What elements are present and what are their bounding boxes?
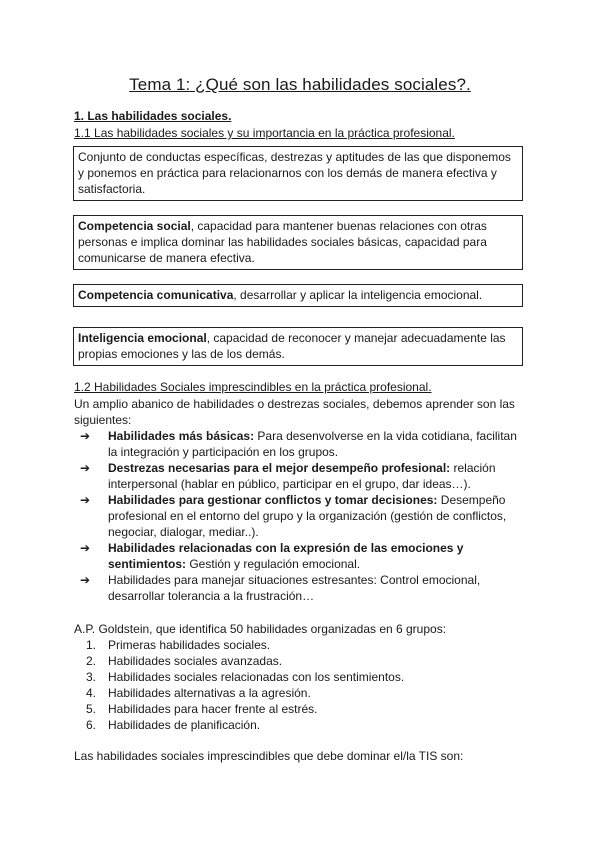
list-item xyxy=(86,717,506,733)
list-item xyxy=(80,540,520,572)
goldstein-groups-list xyxy=(86,637,506,733)
skill-term: Habilidades más básicas: xyxy=(108,429,255,443)
page-title: Tema 1: ¿Qué son las habilidades sociales?. xyxy=(129,75,471,94)
competencia-social-text: , capacidad para mantener buenas relaciones con otras personas e implica dominar las habilidades sociales básicas, capacidad para comunicarse de manera efectiva. xyxy=(78,219,487,265)
list-item xyxy=(86,685,506,701)
skills-intro: Un amplio abanico de habilidades o destrezas sociales, debemos aprender son las siguientes: xyxy=(74,397,515,427)
list-item xyxy=(80,428,520,460)
inteligencia-emocional-box xyxy=(73,327,523,366)
list-item xyxy=(80,492,520,540)
skill-term: Habilidades relacionadas con la expresión de las emociones y sentimientos: xyxy=(108,541,464,571)
arrow-icon: ➔ xyxy=(80,493,91,507)
goldstein-intro: A.P. Goldstein, que identifica 50 habilidades organizadas en 6 grupos: xyxy=(74,622,447,636)
item-text: Habilidades alternativas a la agresión. xyxy=(108,686,311,700)
item-number: 1. xyxy=(86,638,97,652)
skill-text: relación interpersonal (hablar en público, participar en el grupo, dar ideas…). xyxy=(108,461,496,491)
item-number: 2. xyxy=(86,654,97,668)
skill-text: Para desenvolverse en la vida cotidiana, facilitan la integración y participación en los grupos. xyxy=(108,429,517,459)
competencia-comunicativa-box xyxy=(73,284,523,307)
definition-box xyxy=(73,146,523,201)
list-item xyxy=(86,653,506,669)
skill-text: Desempeño profesional en el entorno del grupo y la organización (gestión de conflictos, negociar, dialogar, mediar..). xyxy=(108,493,507,539)
section-heading: 1. Las habilidades sociales. xyxy=(74,109,232,123)
item-text: Habilidades de planificación. xyxy=(108,718,261,732)
item-number: 6. xyxy=(86,718,97,732)
inteligencia-emocional-text: , capacidad de reconocer y manejar adecuadamente las propias emociones y las de los demás. xyxy=(78,331,506,361)
list-item xyxy=(86,669,506,685)
skill-term: Habilidades para gestionar conflictos y tomar decisiones: xyxy=(108,493,438,507)
inteligencia-emocional-term: Inteligencia emocional xyxy=(78,331,207,345)
item-number: 4. xyxy=(86,686,97,700)
competencia-comunicativa-text: , desarrollar y aplicar la inteligencia emocional. xyxy=(233,288,483,302)
skill-text: Gestión y regulación emocional. xyxy=(186,557,361,571)
subsection-heading-1-2: 1.2 Habilidades Sociales imprescindibles en la práctica profesional. xyxy=(74,380,432,394)
definition-text: Conjunto de conductas específicas, destrezas y aptitudes de las que disponemos y ponemos en práctica para relacionarnos con los demás de manera efectiva y satisfactoria. xyxy=(78,150,511,196)
subsection-heading-1-1: 1.1 Las habilidades sociales y su importancia en la práctica profesional. xyxy=(74,126,455,140)
skill-term: Destrezas necesarias para el mejor desempeño profesional: xyxy=(108,461,451,475)
competencia-social-term: Competencia social xyxy=(78,219,191,233)
arrow-icon: ➔ xyxy=(80,429,91,443)
arrow-icon: ➔ xyxy=(80,541,91,555)
skills-list xyxy=(80,428,520,604)
competencia-comunicativa-term: Competencia comunicativa xyxy=(78,288,234,302)
list-item xyxy=(80,460,520,492)
arrow-icon: ➔ xyxy=(80,573,91,587)
item-text: Primeras habilidades sociales. xyxy=(108,638,271,652)
item-number: 3. xyxy=(86,670,97,684)
item-number: 5. xyxy=(86,702,97,716)
item-text: Habilidades para hacer frente al estrés. xyxy=(108,702,318,716)
item-text: Habilidades sociales avanzadas. xyxy=(108,654,283,668)
skill-text: Habilidades para manejar situaciones estresantes: Control emocional, desarrollar tolerancia a la frustración… xyxy=(108,573,481,603)
list-item xyxy=(86,701,506,717)
arrow-icon: ➔ xyxy=(80,461,91,475)
list-item xyxy=(86,637,506,653)
closing-text: Las habilidades sociales imprescindibles que debe dominar el/la TIS son: xyxy=(74,749,464,763)
competencia-social-box xyxy=(73,215,523,270)
item-text: Habilidades sociales relacionadas con los sentimientos. xyxy=(108,670,405,684)
list-item xyxy=(80,572,520,604)
